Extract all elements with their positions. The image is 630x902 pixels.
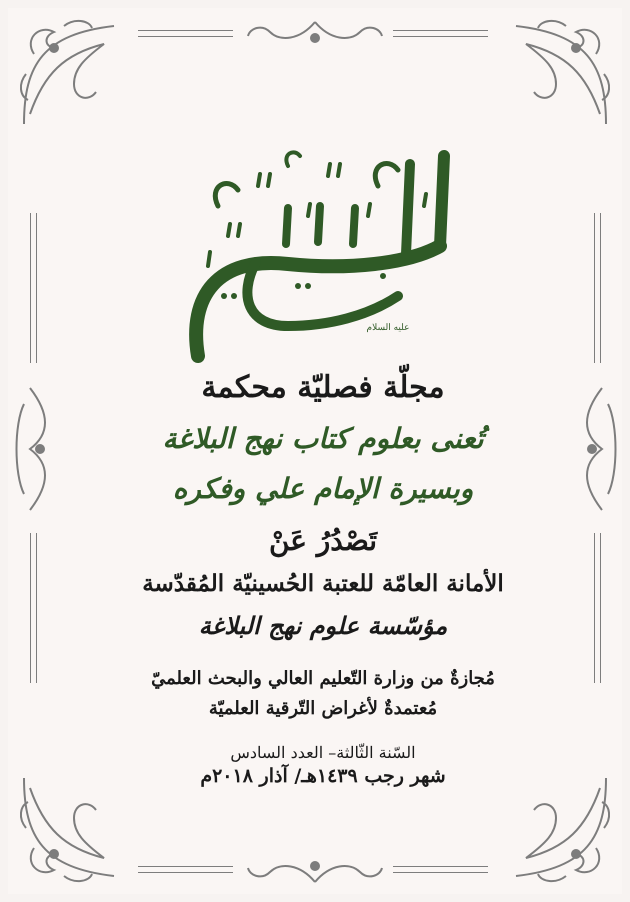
journal-tagline-1: تُعنى بعلوم كتاب نهج البلاغة: [162, 422, 484, 455]
logo-seal-text: عليه السلام: [366, 323, 410, 333]
frame-top-line-2: [393, 30, 488, 31]
publishing-foundation: مؤسّسة علوم نهج البلاغة: [198, 611, 448, 640]
frame-top-line-1: [138, 30, 233, 31]
frame-top-line-3: [138, 36, 233, 37]
bottom-center-ornament: [240, 854, 390, 888]
cover-page: [8, 8, 622, 894]
frame-left-line-3: [30, 533, 31, 683]
issue-date: شهر رجب ١٤٣٩هـ/ آذار ٢٠١٨م: [200, 765, 446, 787]
publishing-authority: الأمانة العامّة للعتبة الحُسينيّة المُقدّسة: [142, 570, 504, 597]
left-side-ornament: [10, 384, 56, 514]
frame-right-line-3: [594, 533, 595, 683]
frame-left-line-1: [30, 213, 31, 363]
frame-bottom-line-3: [138, 872, 233, 873]
frame-right-line-1: [594, 213, 595, 363]
right-side-ornament: [576, 384, 622, 514]
frame-top-line-4: [393, 36, 488, 37]
frame-bottom-line-1: [138, 866, 233, 867]
journal-tagline-2: وبسيرة الإمام علي وفكره: [172, 472, 474, 505]
frame-left-line-4: [36, 533, 37, 683]
frame-right-line-4: [600, 533, 601, 683]
ministry-approval: مُجازةٌ من وزارة التّعليم العالي والبحث العلميّ: [151, 668, 495, 689]
journal-title-calligraphy-logo: [178, 146, 468, 366]
corner-ornament-top-left: [14, 14, 134, 134]
frame-bottom-line-4: [393, 872, 488, 873]
volume-issue: السّنة الثّالثة– العدد السادس: [230, 743, 416, 762]
issued-by-label: تَصْدُرُ عَنْ: [268, 524, 378, 557]
top-center-ornament: [240, 16, 390, 50]
journal-subtitle: مجلّة فصليّة محكمة: [201, 370, 445, 405]
promotion-approval: مُعتمدةٌ لأغراض التّرقية العلميّة: [208, 698, 438, 719]
frame-bottom-line-2: [393, 866, 488, 867]
frame-right-line-2: [600, 213, 601, 363]
corner-ornament-top-right: [496, 14, 616, 134]
frame-left-line-2: [36, 213, 37, 363]
